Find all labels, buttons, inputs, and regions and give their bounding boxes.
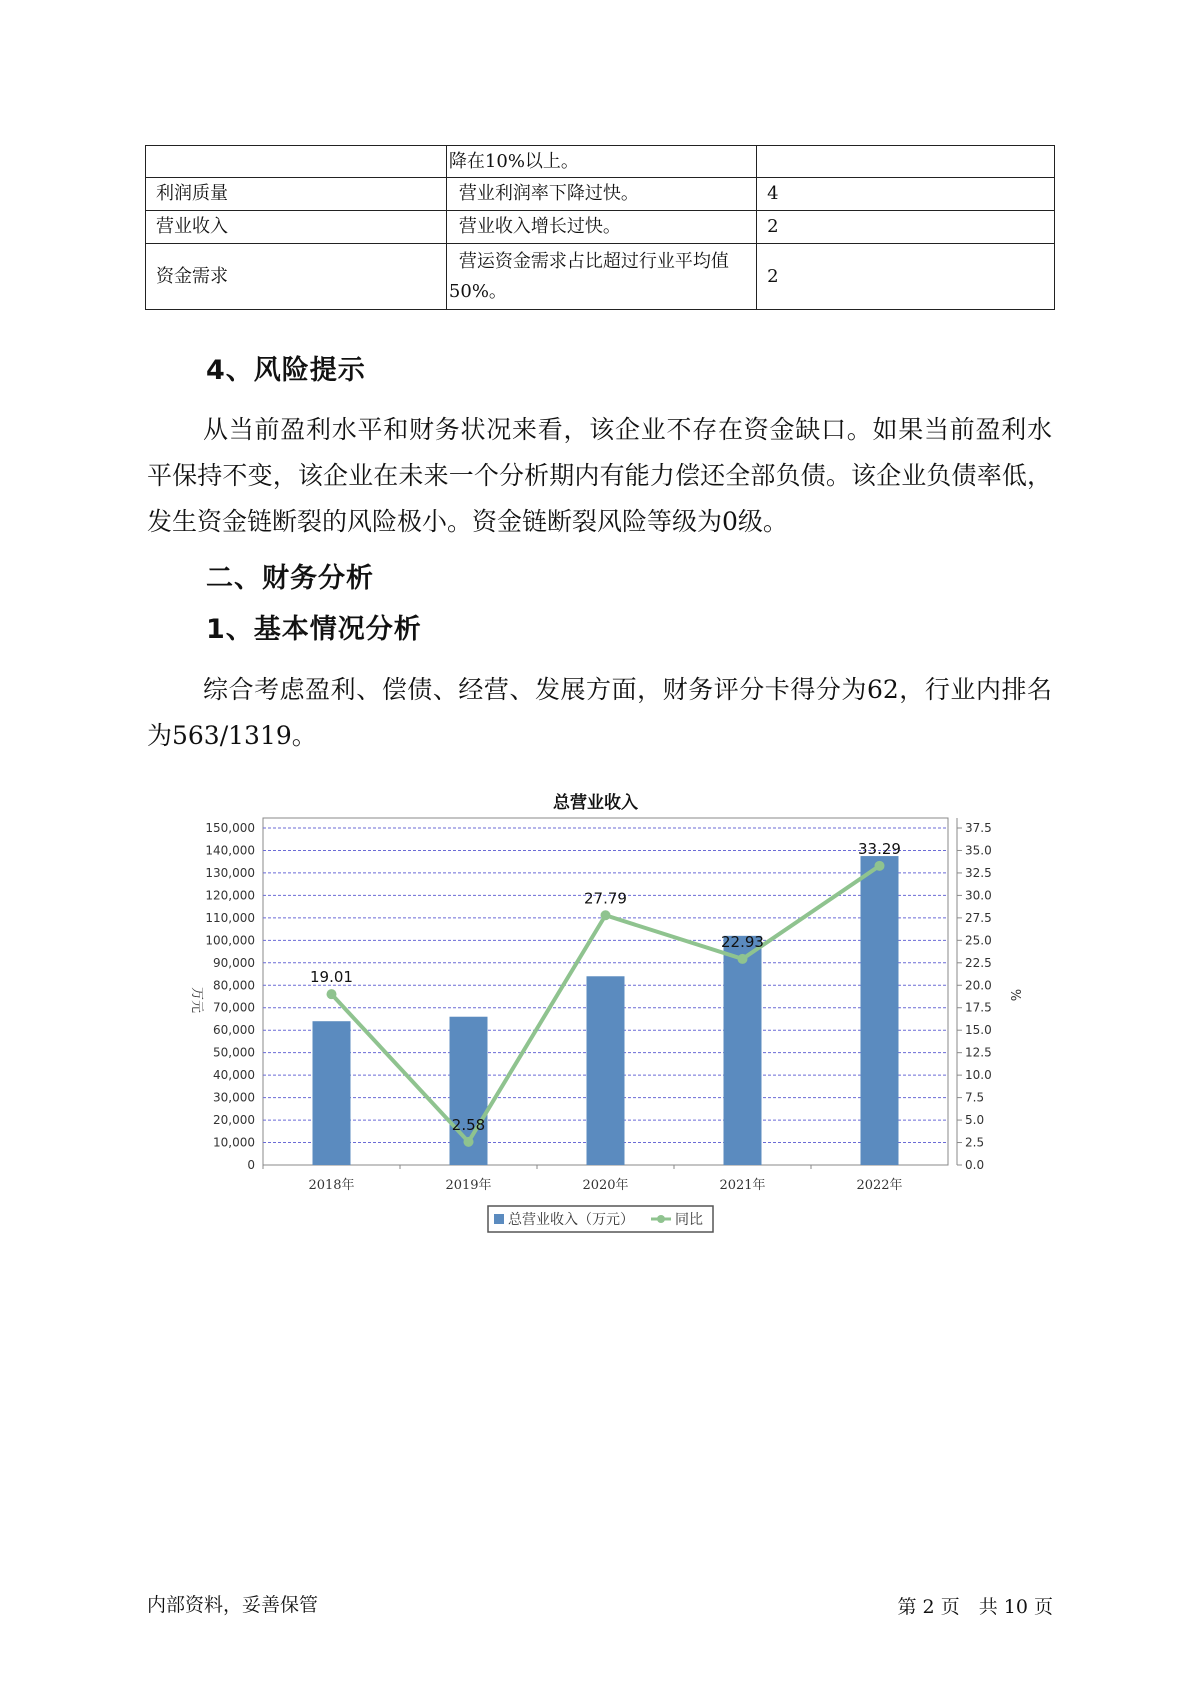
risk-paragraph: 从当前盈利水平和财务状况来看，该企业不存在资金缺口。如果当前盈利水平保持不变，该企业在未来一个分析期内有能力偿还全部负债。该企业负债率低，发生资金链断裂的风险极小。资金链断裂风险等级为0级。 xyxy=(147,415,1052,536)
yoy-data-label: 27.79 xyxy=(584,889,627,908)
legend-line-marker xyxy=(657,1215,665,1223)
y2-tick-label: 25.0 xyxy=(965,933,992,948)
table-cell-item: 利润质量 xyxy=(146,178,447,211)
x-tick-label: 2022年 xyxy=(856,1178,903,1193)
table-cell-item xyxy=(146,146,447,178)
y2-tick-label: 7.5 xyxy=(965,1090,985,1105)
chart-title: 总营业收入 xyxy=(553,793,638,813)
y-tick-label: 140,000 xyxy=(205,843,255,858)
table-cell-item: 资金需求 xyxy=(146,244,447,310)
y-tick-label: 110,000 xyxy=(205,910,255,925)
yoy-data-label: 33.29 xyxy=(858,839,901,858)
table-cell-score: 2 xyxy=(757,211,1055,244)
basic-paragraph: 综合考虑盈利、偿债、经营、发展方面，财务评分卡得分为62，行业内排名为563/1319。 xyxy=(147,675,1052,750)
y2-tick-label: 2.5 xyxy=(965,1135,985,1150)
yoy-point xyxy=(875,861,885,871)
y-tick-label: 30,000 xyxy=(213,1090,255,1105)
y-tick-label: 80,000 xyxy=(213,978,255,993)
legend-bar-swatch xyxy=(494,1214,504,1224)
footer-page-mid: 页 共 xyxy=(940,1596,998,1618)
footer-confidential-note: 内部资料，妥善保管 xyxy=(147,1594,319,1616)
revenue-bar xyxy=(724,936,762,1165)
y2-tick-label: 22.5 xyxy=(965,955,992,970)
section-heading-risk: 4、风险提示 xyxy=(206,355,366,386)
yoy-point xyxy=(464,1137,474,1147)
section-heading-finance: 二、财务分析 xyxy=(206,563,374,594)
y-axis-label: 万元 xyxy=(189,986,204,1014)
y-tick-label: 130,000 xyxy=(205,865,255,880)
y2-tick-label: 32.5 xyxy=(965,865,992,880)
x-tick-label: 2019年 xyxy=(445,1178,492,1193)
y2-tick-label: 15.0 xyxy=(965,1023,992,1038)
table-cell-desc: 营运资金需求占比超过行业平均值50%。 xyxy=(446,244,756,310)
table-row xyxy=(146,178,1055,211)
revenue-bar xyxy=(587,976,625,1165)
y-tick-label: 70,000 xyxy=(213,1000,255,1015)
y-tick-label: 100,000 xyxy=(205,933,255,948)
y-tick-label: 50,000 xyxy=(213,1045,255,1060)
footer-page-prefix: 第 xyxy=(897,1596,917,1618)
y2-axis-label: % xyxy=(1007,988,1022,1002)
y-tick-label: 0 xyxy=(247,1158,255,1172)
y-tick-label: 20,000 xyxy=(213,1113,255,1128)
table-cell-score: 2 xyxy=(757,244,1055,310)
y2-tick-label: 5.0 xyxy=(965,1113,985,1128)
y-tick-label: 120,000 xyxy=(205,888,255,903)
section-heading-basic: 1、基本情况分析 xyxy=(206,614,422,645)
y-tick-label: 150,000 xyxy=(205,821,255,835)
y-tick-label: 40,000 xyxy=(213,1068,255,1083)
table-cell-score xyxy=(757,146,1055,178)
table-cell-desc xyxy=(446,178,756,211)
x-tick-label: 2021年 xyxy=(719,1178,766,1193)
table-cell-item: 营业收入 xyxy=(146,211,447,244)
y-tick-label: 90,000 xyxy=(213,955,255,970)
yoy-point xyxy=(601,910,611,920)
y2-tick-label: 35.0 xyxy=(965,843,992,858)
table-cell-score: 4 xyxy=(757,178,1055,211)
table-cell-desc: 降在10%以上。 xyxy=(446,146,756,178)
table-row xyxy=(146,244,1055,310)
table-cell-desc xyxy=(446,211,756,244)
y-tick-label: 60,000 xyxy=(213,1023,255,1038)
footer-page-suffix: 页 xyxy=(1033,1596,1053,1618)
x-tick-label: 2018年 xyxy=(308,1178,355,1193)
revenue-bar xyxy=(313,1021,351,1165)
y2-tick-label: 12.5 xyxy=(965,1045,992,1060)
footer-page-number xyxy=(897,1592,1053,1619)
yoy-point xyxy=(738,954,748,964)
legend-line-label: 同比 xyxy=(675,1212,703,1228)
y2-tick-label: 30.0 xyxy=(965,888,992,903)
risk-indicator-table xyxy=(145,145,1055,310)
yoy-data-label: 22.93 xyxy=(721,932,764,951)
revenue-chart xyxy=(0,810,1191,1250)
table-row xyxy=(146,211,1055,244)
y2-tick-label: 0.0 xyxy=(965,1158,985,1172)
yoy-point xyxy=(327,989,337,999)
x-tick-label: 2020年 xyxy=(582,1178,629,1193)
y2-tick-label: 27.5 xyxy=(965,910,992,925)
y-tick-label: 10,000 xyxy=(213,1135,255,1150)
y2-tick-label: 17.5 xyxy=(965,1000,992,1015)
y2-tick-label: 37.5 xyxy=(965,821,992,835)
revenue-bar xyxy=(861,856,899,1165)
y2-tick-label: 10.0 xyxy=(965,1068,992,1083)
yoy-data-label: 19.01 xyxy=(310,968,353,987)
table-cell-desc-text: 营业利润率下降过快。 xyxy=(458,183,639,204)
legend-bar-label: 总营业收入（万元） xyxy=(508,1212,634,1228)
yoy-data-label: 2.58 xyxy=(451,1115,486,1134)
footer-page-current: 2 xyxy=(922,1596,935,1618)
table-cell-desc-text: 营业收入增长过快。 xyxy=(458,216,621,237)
y2-tick-label: 20.0 xyxy=(965,978,992,993)
footer-page-total: 10 xyxy=(1003,1596,1028,1618)
table-row xyxy=(146,146,1055,178)
